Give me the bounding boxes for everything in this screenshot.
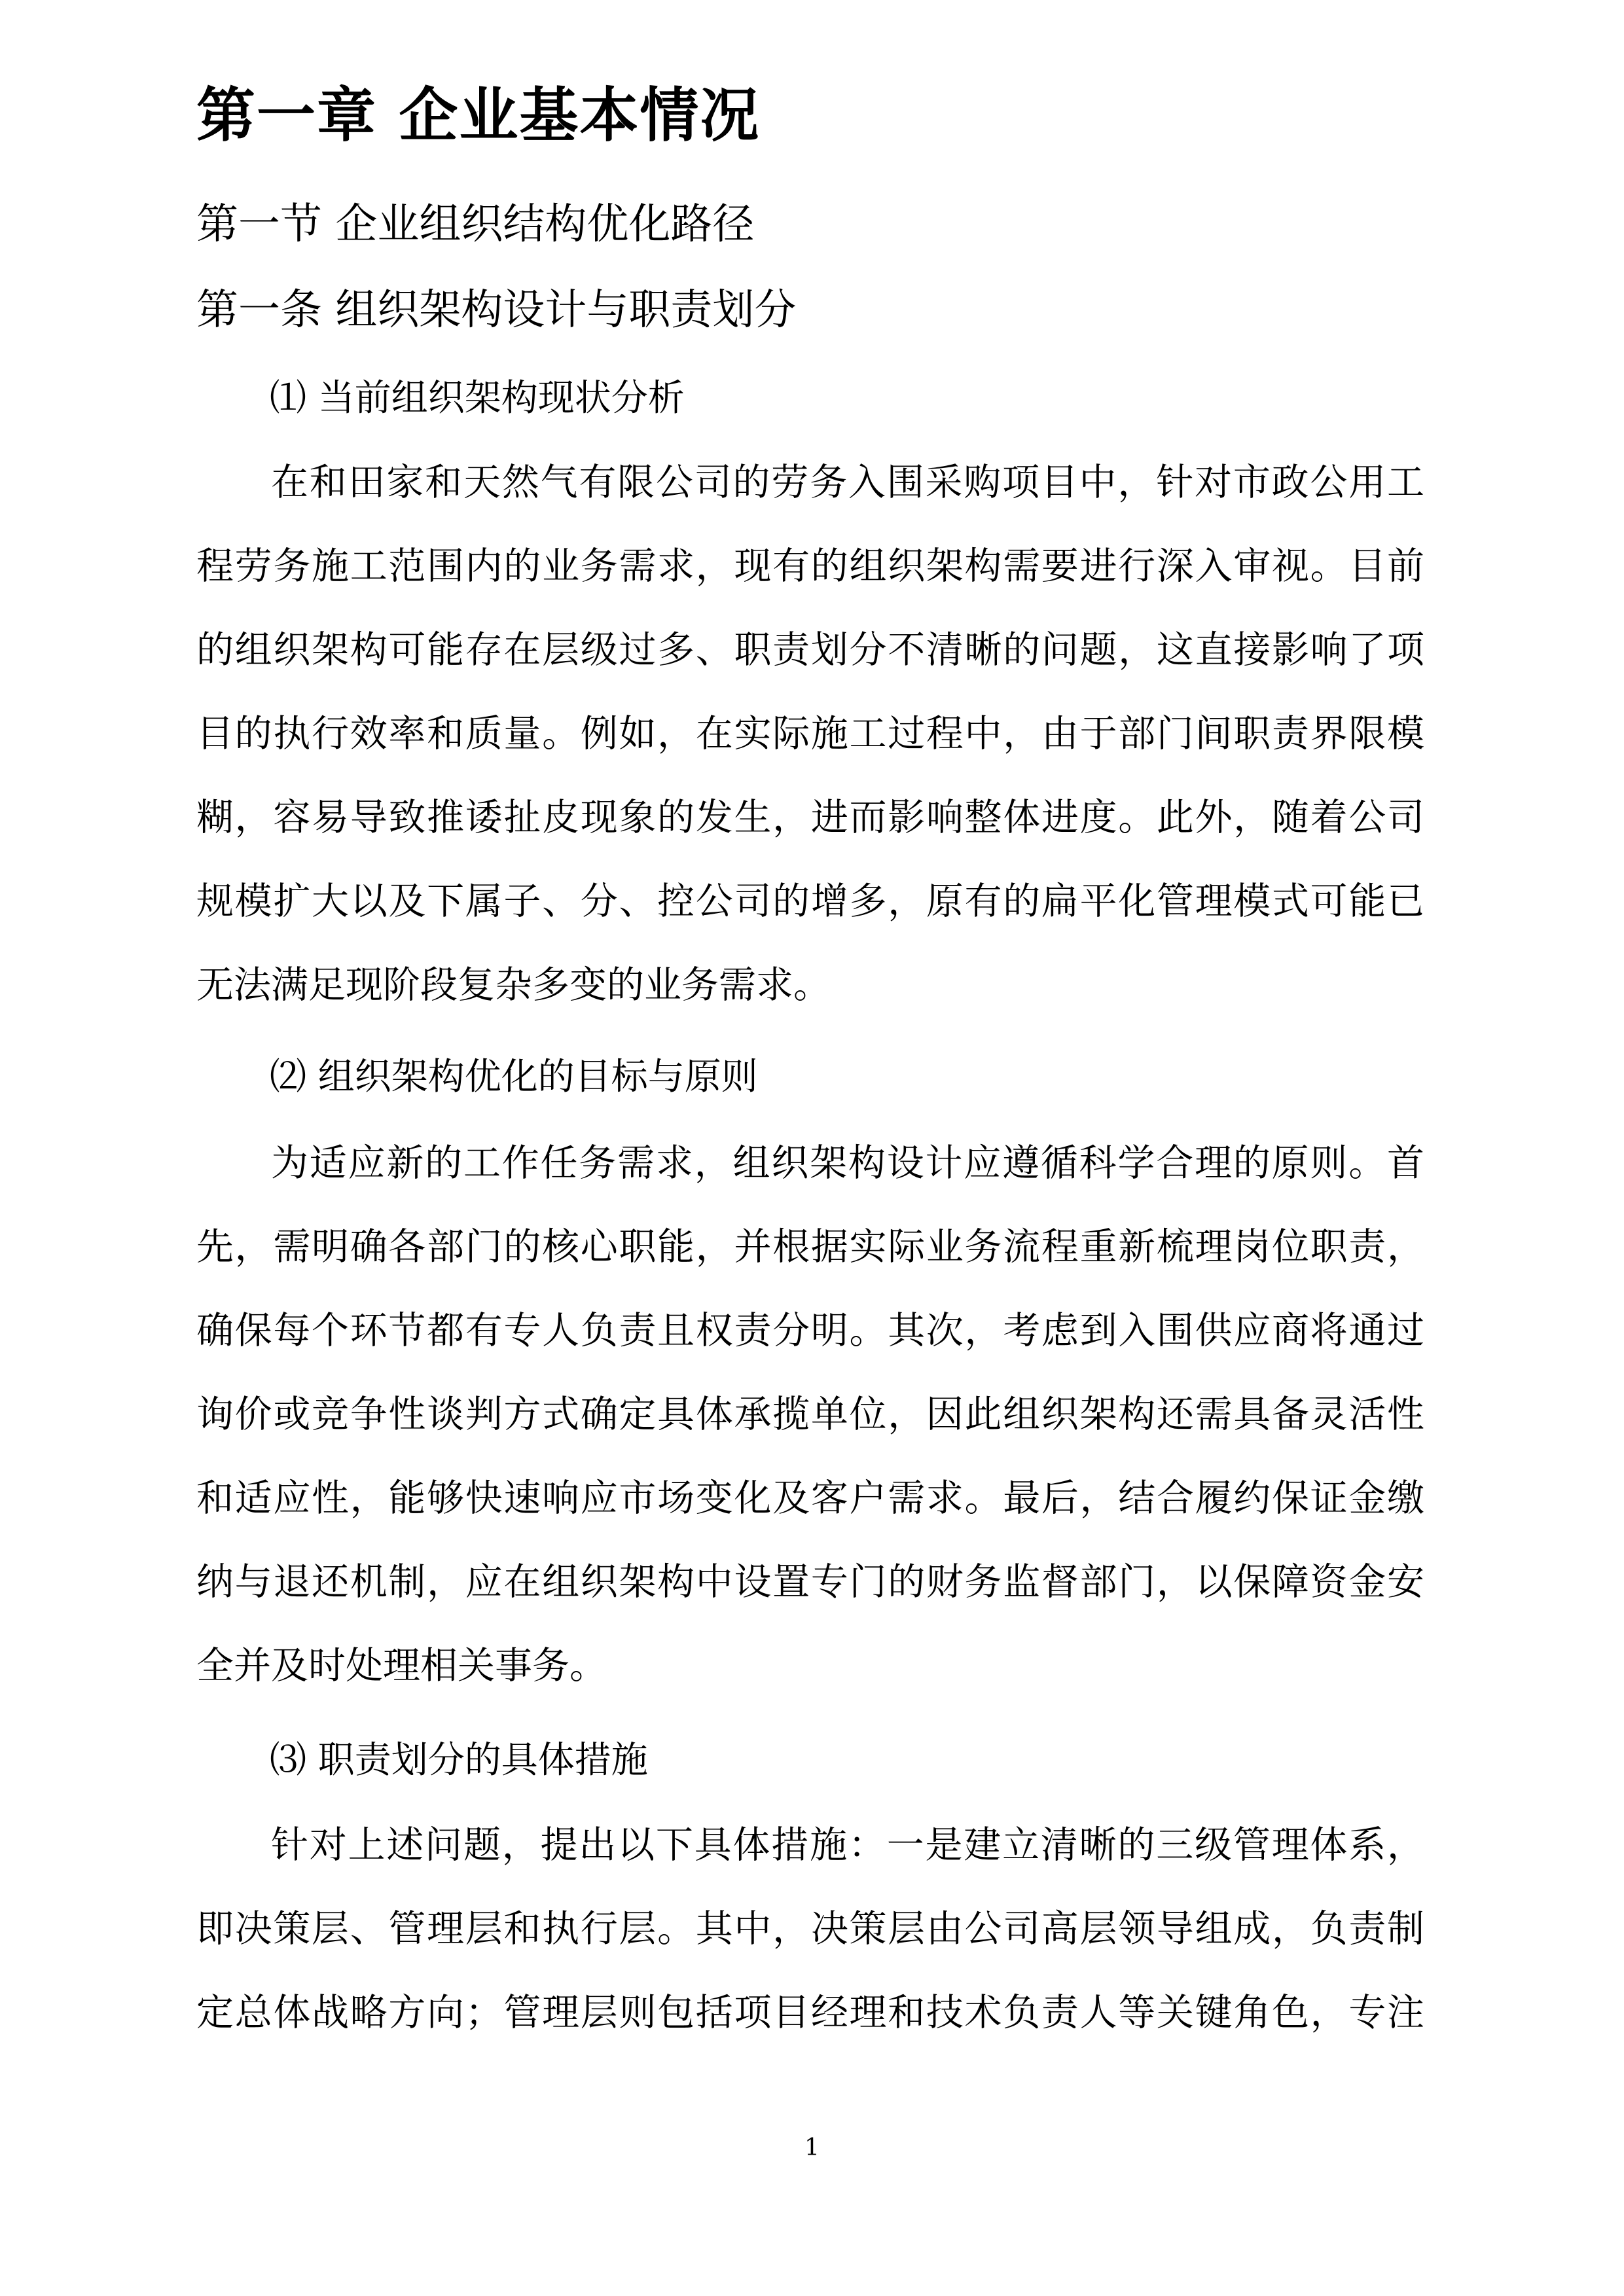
text-line: 针对上述问题，提出以下具体措施：一是建立清晰的三级管理体系， xyxy=(271,1823,1424,1867)
text-line: 即决策层、管理层和执行层。其中，决策层由公司高层领导组成，负责制 xyxy=(196,1907,1424,1950)
text-line: 的组织架构可能存在层级过多、职责划分不清晰的问题，这直接影响了项 xyxy=(196,628,1424,672)
subsection-heading-3: ⑶ 职责划分的具体措施 xyxy=(270,1739,648,1782)
paragraph-3 xyxy=(196,1803,1424,2054)
article-title: 第一条 组织架构设计与职责划分 xyxy=(196,286,797,334)
subsection-heading-2: ⑵ 组织架构优化的目标与原则 xyxy=(270,1056,758,1098)
text-line: 询价或竞争性谈判方式确定具体承揽单位，因此组织架构还需具备灵活性 xyxy=(196,1393,1424,1436)
text-line: 在和田家和天然气有限公司的劳务入围采购项目中，针对市政公用工 xyxy=(271,461,1424,504)
text-line: 规模扩大以及下属子、分、控公司的增多，原有的扁平化管理模式可能已 xyxy=(196,880,1424,923)
text-line: 程劳务施工范围内的业务需求，现有的组织架构需要进行深入审视。目前 xyxy=(196,545,1424,588)
paragraph-1 xyxy=(196,440,1424,1027)
text-line: 先，需明确各部门的核心职能，并根据实际业务流程重新梳理岗位职责， xyxy=(196,1225,1424,1268)
page-number: 1 xyxy=(804,2134,820,2161)
text-line: 全并及时处理相关事务。 xyxy=(196,1644,607,1687)
paragraph-2 xyxy=(196,1121,1424,1708)
text-line: 纳与退还机制，应在组织架构中设置专门的财务监督部门，以保障资金安 xyxy=(196,1560,1424,1604)
section-title: 第一节 企业组织结构优化路径 xyxy=(196,200,755,249)
text-line: 为适应新的工作任务需求，组织架构设计应遵循科学合理的原则。首 xyxy=(271,1141,1424,1185)
subsection-heading-1: ⑴ 当前组织架构现状分析 xyxy=(270,377,685,420)
text-line: 和适应性，能够快速响应市场变化及客户需求。最后，结合履约保证金缴 xyxy=(196,1477,1424,1520)
text-line: 糊，容易导致推诿扯皮现象的发生，进而影响整体进度。此外，随着公司 xyxy=(196,796,1424,839)
text-line: 无法满足现阶段复杂多变的业务需求。 xyxy=(196,963,831,1007)
text-line: 定总体战略方向；管理层则包括项目经理和技术负责人等关键角色，专注 xyxy=(196,1991,1424,2034)
chapter-title: 第一章 企业基本情况 xyxy=(196,81,761,150)
text-line: 确保每个环节都有专人负责且权责分明。其次，考虑到入围供应商将通过 xyxy=(196,1309,1424,1352)
text-line: 目的执行效率和质量。例如，在实际施工过程中，由于部门间职责界限模 xyxy=(196,712,1424,755)
